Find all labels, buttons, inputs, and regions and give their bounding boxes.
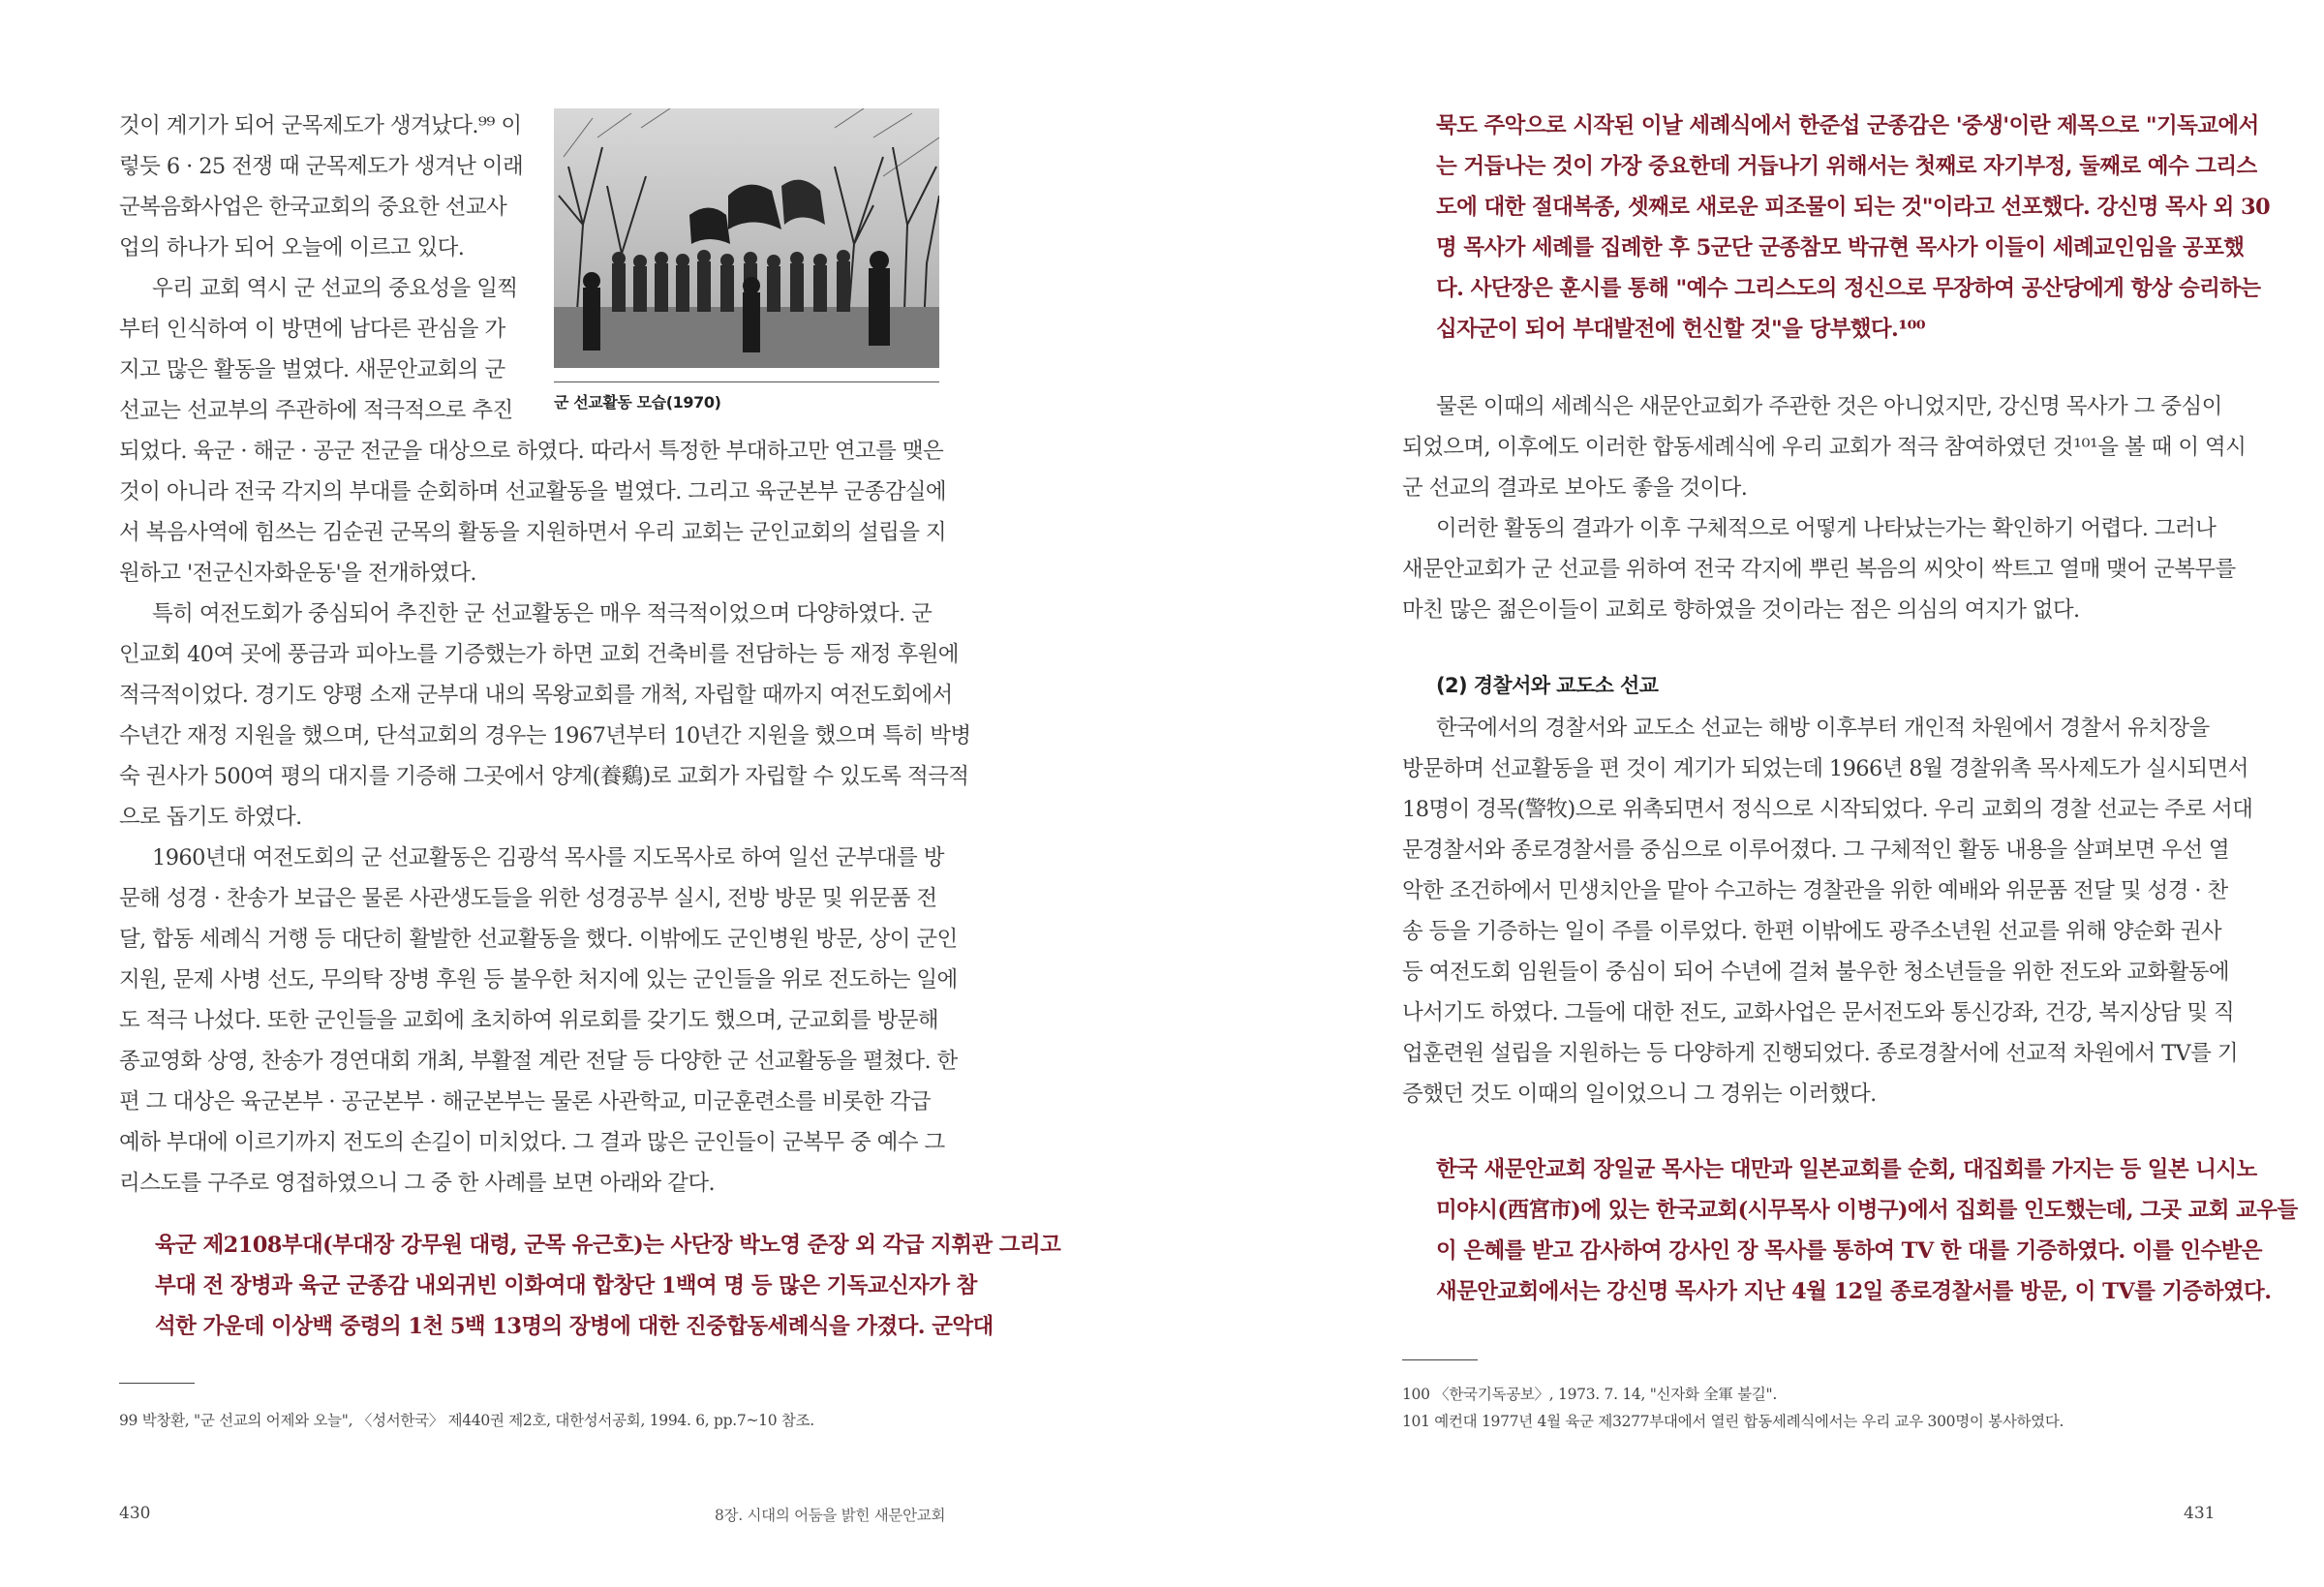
quote-line: 십자군이 되어 부대발전에 헌신할 것"을 당부했다.¹⁰⁰ xyxy=(1436,317,1925,342)
text-line: 증했던 것도 이때의 일이었으니 그 경위는 이러했다. xyxy=(1402,1082,1877,1107)
section-heading: (2) 경찰서와 교도소 선교 xyxy=(1436,674,1659,697)
text-line: 등 여전도회 임원들이 중심이 되어 수년에 걸쳐 불우한 청소년들을 위한 전도와 교화활동에 xyxy=(1402,960,2230,985)
right-page xyxy=(1162,0,2324,1587)
text-line: 되었으며, 이후에도 이러한 합동세례식에 우리 교회가 적극 참여하였던 것¹⁰¹을 볼 때 이 역시 xyxy=(1402,435,2247,460)
text-line: 되었다. 육군 · 해군 · 공군 전군을 대상으로 하였다. 따라서 특정한 부대하고만 연고를 맺은 xyxy=(119,439,944,464)
quote-line: 미야시(西宮市)에 있는 한국교회(시무목사 이병구)에서 집회를 인도했는데, 그곳 교회 교우들 xyxy=(1436,1198,2298,1223)
text-line: 편 그 대상은 육군본부 · 공군본부 · 해군본부는 물론 사관학교, 미군훈련소를 비롯한 각급 xyxy=(119,1089,932,1114)
text-line: 이러한 활동의 결과가 이후 구체적으로 어떻게 나타났는가는 확인하기 어렵다. 그러나 xyxy=(1436,516,2217,541)
text-line: 수년간 재정 지원을 했으며, 단석교회의 경우는 1967년부터 10년간 지원을 했으며 특히 박병 xyxy=(119,723,971,748)
text-line: 1960년대 여전도회의 군 선교활동은 김광석 목사를 지도목사로 하여 일선 군부대를 방 xyxy=(152,845,944,870)
text-line: 방문하며 선교활동을 편 것이 계기가 되었는데 1966년 8월 경찰위촉 목사제도가 실시되면서 xyxy=(1402,756,2248,781)
quote-line: 부대 전 장병과 육군 군종감 내외귀빈 이화여대 합창단 1백여 명 등 많은 기독교신자가 참 xyxy=(155,1273,977,1298)
text-line: 선교는 선교부의 주관하에 적극적으로 추진 xyxy=(119,398,513,423)
footnote-rule xyxy=(119,1383,195,1384)
running-title: 8장. 시대의 어둠을 밝힌 새문안교회 xyxy=(715,1507,946,1524)
text-line: 지고 많은 활동을 벌였다. 새문안교회의 군 xyxy=(119,357,505,382)
text-line: 달, 합동 세례식 거행 등 대단히 활발한 선교활동을 했다. 이밖에도 군인병원 방문, 상이 군인 xyxy=(119,927,958,952)
text-line: 부터 인식하여 이 방면에 남다른 관심을 가 xyxy=(119,317,505,342)
text-line: 예하 부대에 이르기까지 전도의 손길이 미치었다. 그 결과 많은 군인들이 군복무 중 예수 그 xyxy=(119,1130,945,1155)
quote-line: 묵도 주악으로 시작된 이날 세례식에서 한준섭 군종감은 '중생'이란 제목으로 "기독교에서 xyxy=(1436,113,2259,138)
text-line: 한국에서의 경찰서와 교도소 선교는 해방 이후부터 개인적 차원에서 경찰서 유치장을 xyxy=(1436,716,2210,741)
quote-line: 육군 제2108부대(부대장 강무원 대령, 군목 유근호)는 사단장 박노영 준장 외 각급 지휘관 그리고 xyxy=(155,1233,1061,1258)
quote-line: 한국 새문안교회 장일균 목사는 대만과 일본교회를 순회, 대집회를 가지는 등 일본 니시노 xyxy=(1436,1157,2257,1182)
quote-line: 명 목사가 세례를 집례한 후 5군단 군종참모 박규현 목사가 이들이 세례교인임을 공포했 xyxy=(1436,235,2245,260)
text-line: 군 선교의 결과로 보아도 좋을 것이다. xyxy=(1402,475,1748,501)
quote-line: 는 거듭나는 것이 가장 중요한데 거듭나기 위해서는 첫째로 자기부정, 둘째로 예수 그리스 xyxy=(1436,154,2257,179)
page-number-left: 430 xyxy=(119,1504,151,1523)
quote-line: 이 은혜를 받고 감사하여 강사인 장 목사를 통하여 TV 한 대를 기증하였다. 이를 인수받은 xyxy=(1436,1238,2262,1264)
text-line: 으로 돕기도 하였다. xyxy=(119,805,302,830)
text-line: 나서기도 하였다. 그들에 대한 전도, 교화사업은 문서전도와 통신강좌, 건강, 복지상담 및 직 xyxy=(1402,1000,2235,1025)
photo-image xyxy=(554,108,939,368)
text-line: 것이 계기가 되어 군목제도가 생겨났다.⁹⁹ 이 xyxy=(119,113,522,138)
photo-military-mission xyxy=(554,108,939,368)
text-line: 악한 조건하에서 민생치안을 맡아 수고하는 경찰관을 위한 예배와 위문품 전달 및 성경 · 찬 xyxy=(1402,878,2228,903)
footnote-100: 100 〈한국기독공보〉, 1973. 7. 14, "신자화 全軍 불길". xyxy=(1402,1386,1778,1403)
text-line: 지원, 문제 사병 선도, 무의탁 장병 후원 등 불우한 처지에 있는 군인들을 위로 전도하는 일에 xyxy=(119,967,958,992)
text-line: 원하고 '전군신자화운동'을 전개하였다. xyxy=(119,561,476,586)
footnote-99: 99 박창환, "군 선교의 어제와 오늘", 〈성서한국〉 제440권 제2호, 대한성서공회, 1994. 6, pp.7~10 참조. xyxy=(119,1412,814,1429)
text-line: 송 등을 기증하는 일이 주를 이루었다. 한편 이밖에도 광주소년원 선교를 위해 양순화 권사 xyxy=(1402,919,2222,944)
text-line: 새문안교회가 군 선교를 위하여 전국 각지에 뿌린 복음의 씨앗이 싹트고 열매 맺어 군복무를 xyxy=(1402,557,2236,582)
text-line: 문해 성경 · 찬송가 보급은 물론 사관생도들을 위한 성경공부 실시, 전방 방문 및 위문품 전 xyxy=(119,886,937,911)
quote-line: 다. 사단장은 훈시를 통해 "예수 그리스도의 정신으로 무장하여 공산당에게 항상 승리하는 xyxy=(1436,276,2261,301)
text-line: 마친 많은 젊은이들이 교회로 향하였을 것이라는 점은 의심의 여지가 없다. xyxy=(1402,597,2080,623)
text-line: 18명이 경목(警牧)으로 위촉되면서 정식으로 시작되었다. 우리 교회의 경찰 선교는 주로 서대 xyxy=(1402,797,2253,822)
text-line: 도 적극 나섰다. 또한 군인들을 교회에 초치하여 위로회를 갖기도 했으며, 군교회를 방문해 xyxy=(119,1008,939,1033)
photo-caption: 군 선교활동 모습(1970) xyxy=(554,393,721,412)
text-line: 우리 교회 역시 군 선교의 중요성을 일찍 xyxy=(152,276,518,301)
text-line: 적극적이었다. 경기도 양평 소재 군부대 내의 목왕교회를 개척, 자립할 때까지 여전도회에서 xyxy=(119,683,953,708)
text-line: 리스도를 구주로 영접하였으니 그 중 한 사례를 보면 아래와 같다. xyxy=(119,1171,716,1196)
text-line: 종교영화 상영, 찬송가 경연대회 개최, 부활절 계란 전달 등 다양한 군 선교활동을 펼쳤다. 한 xyxy=(119,1049,958,1074)
quote-line: 석한 가운데 이상백 중령의 1천 5백 13명의 장병에 대한 진중합동세례식을 가졌다. 군악대 xyxy=(155,1314,994,1339)
text-line: 서 복음사역에 힘쓰는 김순권 군목의 활동을 지원하면서 우리 교회는 군인교회의 설립을 지 xyxy=(119,520,947,545)
text-line: 업의 하나가 되어 오늘에 이르고 있다. xyxy=(119,235,465,260)
footnote-101: 101 예컨대 1977년 4월 육군 제3277부대에서 열린 합동세례식에서는 우리 교우 300명이 봉사하였다. xyxy=(1402,1413,2064,1430)
text-line: 인교회 40여 곳에 풍금과 피아노를 기증했는가 하면 교회 건축비를 전담하는 등 재정 후원에 xyxy=(119,642,959,667)
text-line: 업훈련원 설립을 지원하는 등 다양하게 진행되었다. 종로경찰서에 선교적 차원에서 TV를 기 xyxy=(1402,1041,2238,1066)
quote-line: 도에 대한 절대복종, 셋째로 새로운 피조물이 되는 것"이라고 선포했다. 강신명 목사 외 30 xyxy=(1436,195,2271,220)
text-line: 특히 여전도회가 중심되어 추진한 군 선교활동은 매우 적극적이었으며 다양하였다. 군 xyxy=(152,601,933,626)
page-number-right: 431 xyxy=(2184,1504,2216,1523)
text-line: 숙 권사가 500여 평의 대지를 기증해 그곳에서 양계(養鷄)로 교회가 자립할 수 있도록 적극적 xyxy=(119,764,969,789)
text-line: 문경찰서와 종로경찰서를 중심으로 이루어졌다. 그 구체적인 활동 내용을 살펴보면 우선 열 xyxy=(1402,838,2230,863)
footnote-rule xyxy=(1402,1359,1478,1360)
text-line: 렇듯 6 · 25 전쟁 때 군목제도가 생겨난 이래 xyxy=(119,154,524,179)
caption-rule xyxy=(554,381,939,382)
quote-line: 새문안교회에서는 강신명 목사가 지난 4월 12일 종로경찰서를 방문, 이 TV를 기증하였다. xyxy=(1436,1279,2272,1304)
text-line: 것이 아니라 전국 각지의 부대를 순회하며 선교활동을 벌였다. 그리고 육군본부 군종감실에 xyxy=(119,479,947,504)
text-line: 물론 이때의 세례식은 새문안교회가 주관한 것은 아니었지만, 강신명 목사가 그 중심이 xyxy=(1436,394,2222,419)
text-line: 군복음화사업은 한국교회의 중요한 선교사 xyxy=(119,195,507,220)
